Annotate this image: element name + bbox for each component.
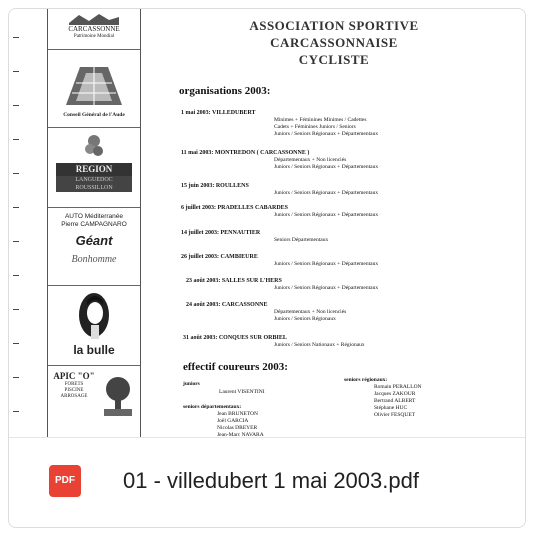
bonhomme-logo: Bonhomme: [71, 254, 117, 265]
region-emblem-icon: [84, 133, 104, 159]
rider-name: Olivier FESQUET: [374, 412, 416, 418]
tree-logo-icon: [100, 375, 136, 419]
effectif-heading: effectif coureurs 2003:: [183, 361, 288, 373]
rider-name: Jacques ZAKOUR: [374, 391, 416, 397]
rider-name: Stéphane HUC: [374, 405, 408, 411]
rider-name: Jean-Marc NAVARA: [217, 432, 264, 437]
event-category: Départementaux + Non licenciés: [274, 309, 347, 315]
la-bulle-logo: la bulle: [73, 343, 115, 357]
event-category: Seniors Départementaux: [274, 237, 329, 243]
rider-name: Joël GARCIA: [217, 418, 249, 424]
rider-name: Nicolas DREYER: [217, 425, 258, 431]
event-categories: [274, 157, 378, 171]
event-categories: [274, 285, 378, 292]
event-name: 23 août 2003: SALLES SUR L'HERS: [186, 278, 282, 284]
rider-name: Romain PERALLON: [374, 384, 422, 390]
event-categories: [274, 309, 346, 323]
file-card[interactable]: [8, 8, 526, 528]
sponsor-text: LANGUEDOC: [56, 176, 132, 184]
geant-logo: Géant: [75, 233, 113, 248]
seniors-dep-label: seniors départementaux:: [183, 404, 242, 410]
event-name: 11 mai 2003: MONTREDON ( CARCASSONNE ): [181, 150, 310, 156]
sponsor-text: Pierre CAMPAGNARO: [61, 221, 127, 228]
event-category: Juniors / Seniors Régionaux + Départementaux: [274, 164, 379, 170]
sponsor-carcassonne: [48, 9, 140, 50]
rider-name: Bertrand ALBERT: [374, 398, 416, 404]
event-name: 6 juillet 2003: PRADELLES CABARDES: [181, 205, 289, 211]
woman-portrait-icon: [74, 291, 114, 343]
event-category: Juniors / Seniors Régionaux + Départementaux: [274, 190, 379, 196]
organisations-heading: organisations 2003:: [179, 85, 271, 97]
conseil-general-logo-icon: [62, 57, 126, 109]
event-category: Juniors / Seniors Régionaux + Départementaux: [274, 261, 379, 267]
event-category: Minimes + Féminines Minimes / Cadettes: [274, 117, 367, 123]
sponsor-conseil-general: [48, 49, 140, 128]
juniors-label: juniors: [183, 381, 200, 387]
pdf-thumbnail[interactable]: [9, 9, 525, 437]
sponsor-text: Patrimoine Mondial: [73, 34, 115, 39]
sponsor-text: Conseil Général de l'Aude: [63, 112, 125, 118]
sponsor-text: FORETS: [64, 382, 84, 387]
seniors-reg-label: seniors régionaux:: [344, 377, 388, 383]
event-category: Cadets + Féminines Juniors / Seniors: [274, 124, 356, 130]
sponsor-strip: [47, 9, 141, 437]
rider-name: Laurent VISENTINI: [219, 389, 265, 395]
event-categories: [274, 117, 378, 138]
sponsor-text: AUTO Méditerranée: [64, 213, 124, 220]
sponsor-region: [48, 127, 140, 208]
rider-name: Jean BRUNETON: [217, 411, 258, 417]
event-category: Juniors / Seniors Nationaux + Régionaux: [274, 342, 365, 348]
sponsor-la-bulle: [48, 285, 140, 366]
sponsor-text: CARCASSONNE: [68, 25, 120, 33]
title-line: ASSOCIATION SPORTIVE CARCASSONNAISE: [249, 18, 419, 50]
event-name: 24 août 2003: CARCASSONNE: [186, 302, 268, 308]
sponsor-auto-mediterranee: [48, 207, 140, 286]
sponsor-text: ROUSSILLON: [56, 184, 132, 192]
event-category: Départementaux + Non licenciés: [274, 157, 347, 163]
event-categories: [274, 190, 378, 197]
file-footer[interactable]: [9, 437, 525, 528]
event-categories: [274, 212, 378, 219]
event-categories: [274, 237, 328, 244]
pdf-icon: PDF: [49, 465, 81, 497]
sponsor-apic: [48, 365, 140, 437]
file-name[interactable]: 01 - villedubert 1 mai 2003.pdf: [123, 468, 419, 493]
region-label: REGION: [56, 163, 132, 176]
seniors-dep-list: [217, 411, 264, 437]
event-category: Juniors / Seniors Régionaux + Départementaux: [274, 212, 379, 218]
event-categories: [274, 261, 378, 268]
hole-punch-marks: [9, 9, 29, 437]
apic-logo: APIC "O": [53, 371, 95, 381]
event-category: Juniors / Seniors Régionaux + Départementaux: [274, 285, 379, 291]
event-name: 15 juin 2003: ROULLENS: [181, 183, 249, 189]
event-name: 1 mai 2003: VILLEDUBERT: [181, 110, 256, 116]
event-name: 31 août 2003: CONQUES SUR ORBIEL: [183, 335, 287, 341]
event-categories: [274, 342, 365, 349]
document-title: [184, 17, 484, 68]
carcassonne-logo-icon: [64, 11, 124, 25]
event-name: 14 juillet 2003: PENNAUTIER: [181, 230, 261, 236]
event-category: Juniors / Seniors Régionaux: [274, 316, 336, 322]
document-page: [159, 9, 519, 437]
sponsor-text: PISCINE: [64, 388, 84, 393]
event-name: 26 juillet 2003: CAMBIEURE: [181, 254, 258, 260]
title-line: CYCLISTE: [298, 52, 370, 67]
event-category: Juniors / Seniors Régionaux + Départementaux: [274, 131, 379, 137]
seniors-reg-list: [374, 384, 422, 419]
sponsor-text: ARROSAGE: [60, 394, 88, 399]
